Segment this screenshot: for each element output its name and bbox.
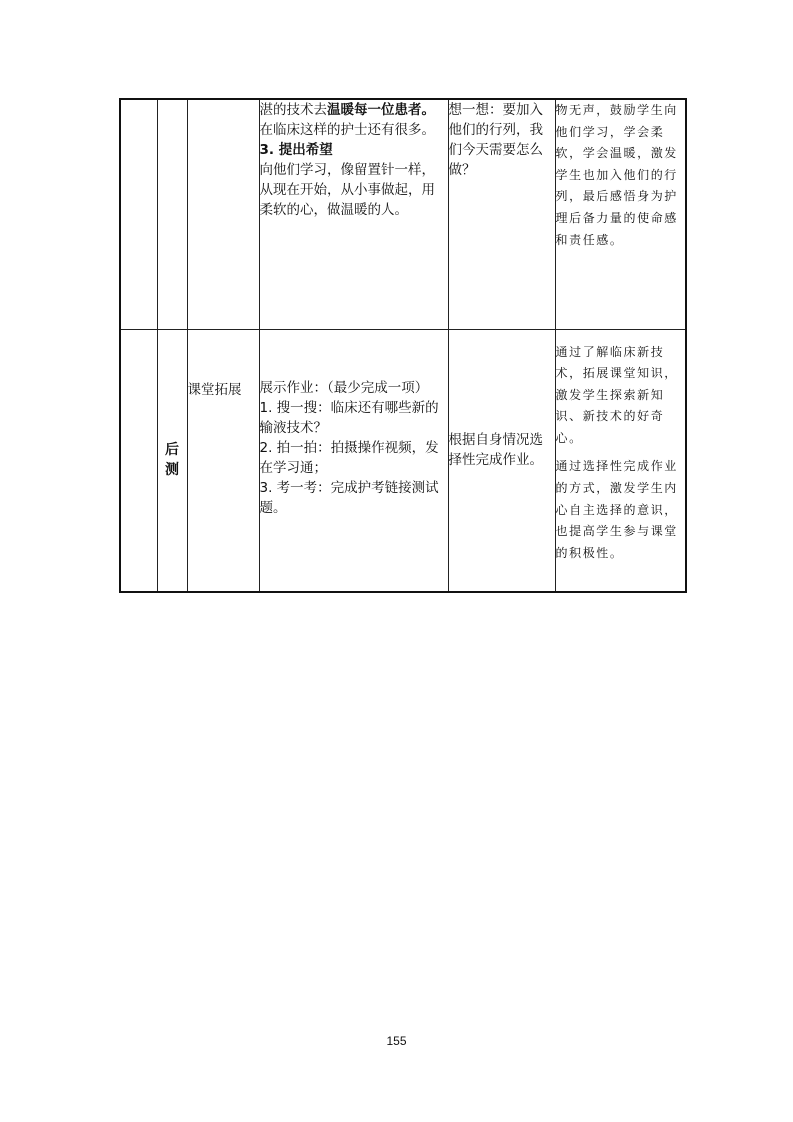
content-text: 湛的技术去 — [259, 102, 327, 118]
stage-text: 后测 — [165, 442, 179, 479]
content-text: 。 — [421, 102, 435, 118]
student-activity-cell — [448, 329, 555, 592]
intent-text: 通过选择性完成作业的方式，激发学生内心自主选择的意识，也提高学生参与课堂的积极性。 — [555, 459, 678, 560]
empty-cell — [157, 99, 187, 329]
empty-cell — [120, 99, 157, 329]
table-row — [120, 99, 686, 329]
content-heading: 3. 提出希望 — [259, 142, 333, 158]
content-item: 3. 考一考：完成护考链接测试题。 — [259, 479, 439, 516]
page-number: 155 — [386, 1034, 407, 1048]
content-item: 1. 搜一搜：临床还有哪些新的输液技术？ — [259, 399, 439, 436]
activity-text: 根据自身情况选择性完成作业。 — [448, 431, 543, 468]
content-paragraph: 向他们学习，像留置针一样，从现在开始，从小事做起，用柔软的心，做温暖的人。 — [259, 162, 435, 218]
intent-text: 物无声，鼓励学生向他们学习，学会柔软，学会温暖，激发学生也加入他们的行列，最后感悟身为护理后备力量的使命感和责任感。 — [555, 103, 678, 247]
section-name: 课堂拓展 — [187, 381, 242, 398]
content-emphasis: 温暖每一位患者 — [327, 102, 422, 118]
design-intent-cell — [555, 329, 686, 592]
activity-text: 想一想：要加入他们的行列，我们今天需要怎么做？ — [448, 102, 543, 178]
content-item: 2. 拍一拍：拍摄操作视频，发在学习通； — [259, 439, 439, 476]
section-name-cell — [187, 329, 259, 592]
design-intent-cell — [555, 99, 686, 329]
teaching-content-cell — [259, 329, 448, 592]
content-line — [260, 100, 448, 120]
lesson-plan-table — [119, 98, 687, 593]
content-line: 在临床这样的护士还有很多。 — [259, 122, 435, 138]
empty-cell — [120, 329, 157, 592]
intent-text: 通过了解临床新技术，拓展课堂知识，激发学生探索新知识、新技术的好奇心。 — [555, 344, 678, 445]
stage-label — [157, 329, 187, 592]
student-activity-cell — [448, 99, 555, 329]
teaching-content-cell — [259, 99, 448, 329]
empty-cell — [187, 99, 259, 329]
table-row — [120, 329, 686, 592]
content-intro: 展示作业：（最少完成一项） — [259, 379, 429, 396]
